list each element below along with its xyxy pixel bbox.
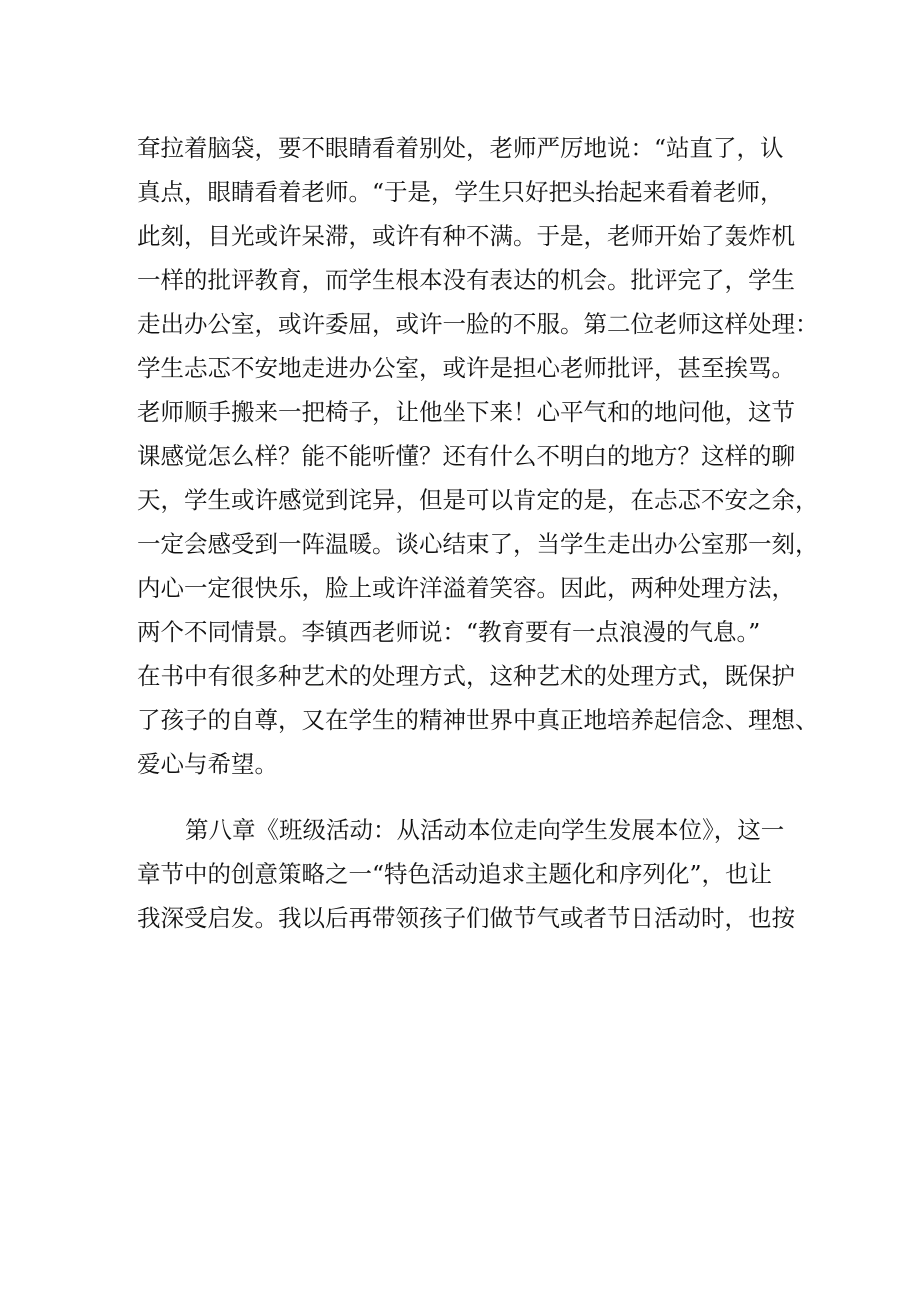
text-line: 天，学生或许感觉到诧异，但是可以肯定的是，在忐忑不安之余， (137, 486, 819, 514)
text-line: 在书中有很多种艺术的处理方式，这种艺术的处理方式，既保护 (137, 662, 795, 690)
text-line: 了孩子的自尊，又在学生的精神世界中真正地培养起信念、理想、 (137, 706, 819, 734)
paragraph-1 (137, 126, 817, 786)
text-line: 我深受启发。我以后再带领孩子们做节气或者节日活动时，也按 (137, 904, 795, 932)
text-line: 走出办公室，或许委屈，或许一脸的不服。第二位老师这样处理： (137, 310, 819, 338)
text-line: 真点，眼睛看着老师。“于是，学生只好把头抬起来看着老师， (137, 178, 784, 206)
body-text (137, 126, 817, 940)
text-line: 内心一定很快乐，脸上或许洋溢着笑容。因此，两种处理方法， (137, 574, 795, 602)
text-line: 两个不同情景。李镇西老师说：“教育要有一点浪漫的气息。” (137, 618, 761, 646)
text-line: 耷拉着脑袋，要不眼睛看着别处，老师严厉地说：“站直了，认 (137, 134, 784, 162)
text-line: 一定会感受到一阵温暖。谈心结束了，当学生走出办公室那一刻， (137, 530, 819, 558)
paragraph-spacer (137, 786, 817, 808)
text-line: 爱心与希望。 (137, 750, 278, 778)
text-line: 章节中的创意策略之一“特色活动追求主题化和序列化”，也让 (137, 860, 773, 888)
text-line: 一样的批评教育，而学生根本没有表达的机会。批评完了，学生 (137, 266, 795, 294)
paragraph-2 (137, 808, 817, 940)
text-line: 老师顺手搬来一把椅子，让他坐下来！心平气和的地问他，这节 (137, 398, 795, 426)
text-line-indented: 第八章《班级活动：从活动本位走向学生发展本位》，这一 (185, 816, 785, 844)
text-line: 学生忐忑不安地走进办公室，或许是担心老师批评，甚至挨骂。 (137, 354, 795, 382)
text-line: 此刻，目光或许呆滞，或许有种不满。于是，老师开始了轰炸机 (137, 222, 795, 250)
text-line: 课感觉怎么样？能不能听懂？还有什么不明白的地方？这样的聊 (137, 442, 795, 470)
